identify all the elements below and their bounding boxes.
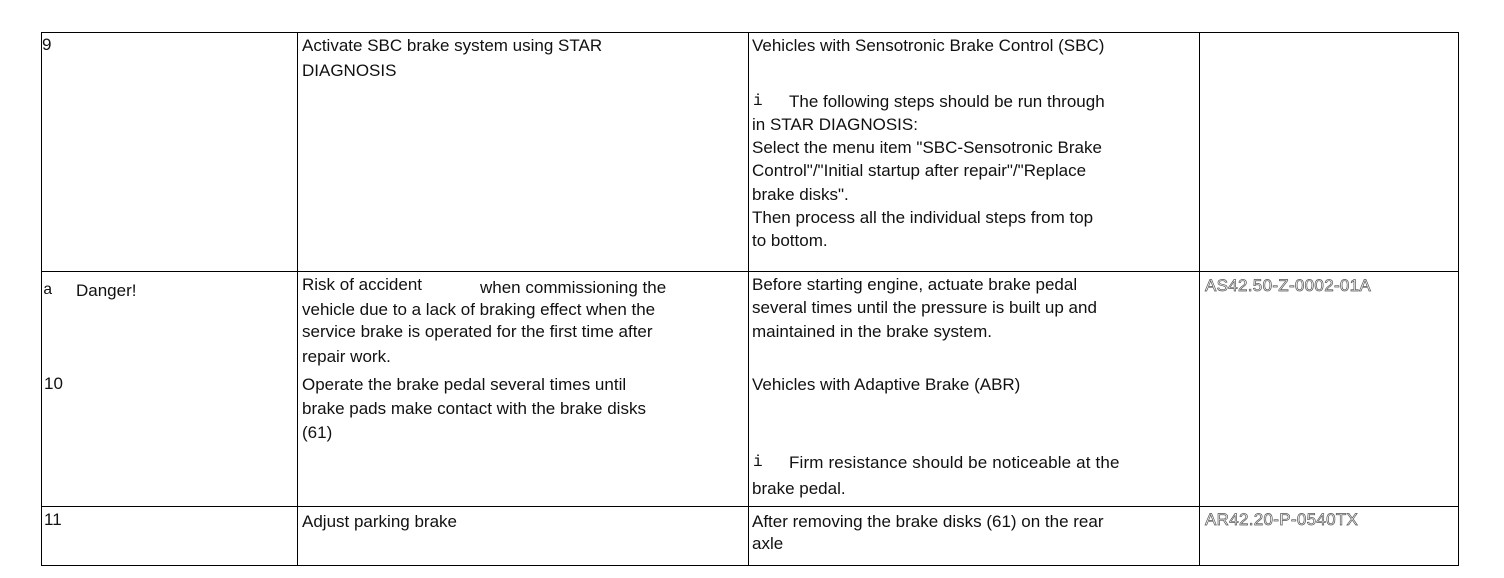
step-number: 9 [42, 35, 52, 54]
action-text: (61) [302, 423, 333, 442]
warning-text: repair work. [302, 347, 391, 366]
note-text: The following steps should be run through [789, 92, 1105, 111]
warning-label: Danger! [76, 281, 137, 300]
action-text: Adjust parking brake [302, 512, 457, 531]
table-bottom-border [41, 565, 1459, 566]
note-text: brake disks". [752, 185, 849, 204]
info-text: After removing the brake disks (61) on the rear [752, 512, 1104, 531]
note-text: Firm resistance should be noticeable at the [789, 453, 1120, 472]
column-divider-1 [297, 32, 298, 566]
note-text: Select the menu item "SBC-Sensotronic Brake [752, 138, 1102, 157]
warning-text: service brake is operated for the first time after [302, 322, 653, 341]
note-text: Then process all the individual steps from top [752, 208, 1094, 227]
warning-text: Risk of accident [302, 275, 422, 294]
step-number: 10 [44, 374, 63, 393]
note-text: brake pedal. [752, 479, 846, 498]
remedy-text: Before starting engine, actuate brake pedal [752, 275, 1078, 294]
info-icon: i [753, 92, 763, 110]
warning-text: vehicle due to a lack of braking effect when the [302, 300, 656, 319]
column-divider-2 [748, 32, 749, 566]
note-text: to bottom. [752, 231, 828, 250]
step-number: 11 [44, 510, 62, 529]
table-top-border [41, 32, 1459, 33]
info-text: axle [752, 534, 784, 553]
action-text: brake pads make contact with the brake disks [302, 399, 646, 418]
info-icon: i [753, 453, 763, 471]
action-text: DIAGNOSIS [302, 61, 397, 80]
condition-heading: Vehicles with Sensotronic Brake Control (SBC) [752, 36, 1105, 55]
action-text: Activate SBC brake system using STAR [302, 36, 603, 55]
warning-icon: a [43, 281, 53, 299]
warning-text: when commissioning the [480, 278, 667, 297]
action-text: Operate the brake pedal several times until [302, 375, 627, 394]
remedy-text: several times until the pressure is built up and [752, 298, 1097, 317]
document-reference-link[interactable]: AR42.20-P-0540TX [1205, 510, 1359, 529]
condition-heading: Vehicles with Adaptive Brake (ABR) [752, 375, 1021, 394]
row-divider-2 [41, 506, 1459, 507]
remedy-text: maintained in the brake system. [752, 322, 993, 341]
note-text: Control"/"Initial startup after repair"/"Replace [752, 161, 1087, 180]
column-divider-3 [1199, 32, 1200, 566]
table-right-border [1458, 32, 1459, 566]
document-reference-link[interactable]: AS42.50-Z-0002-01A [1205, 276, 1372, 295]
row-divider-1 [41, 271, 1459, 272]
table-left-border [41, 32, 42, 566]
note-text: in STAR DIAGNOSIS: [752, 115, 918, 134]
